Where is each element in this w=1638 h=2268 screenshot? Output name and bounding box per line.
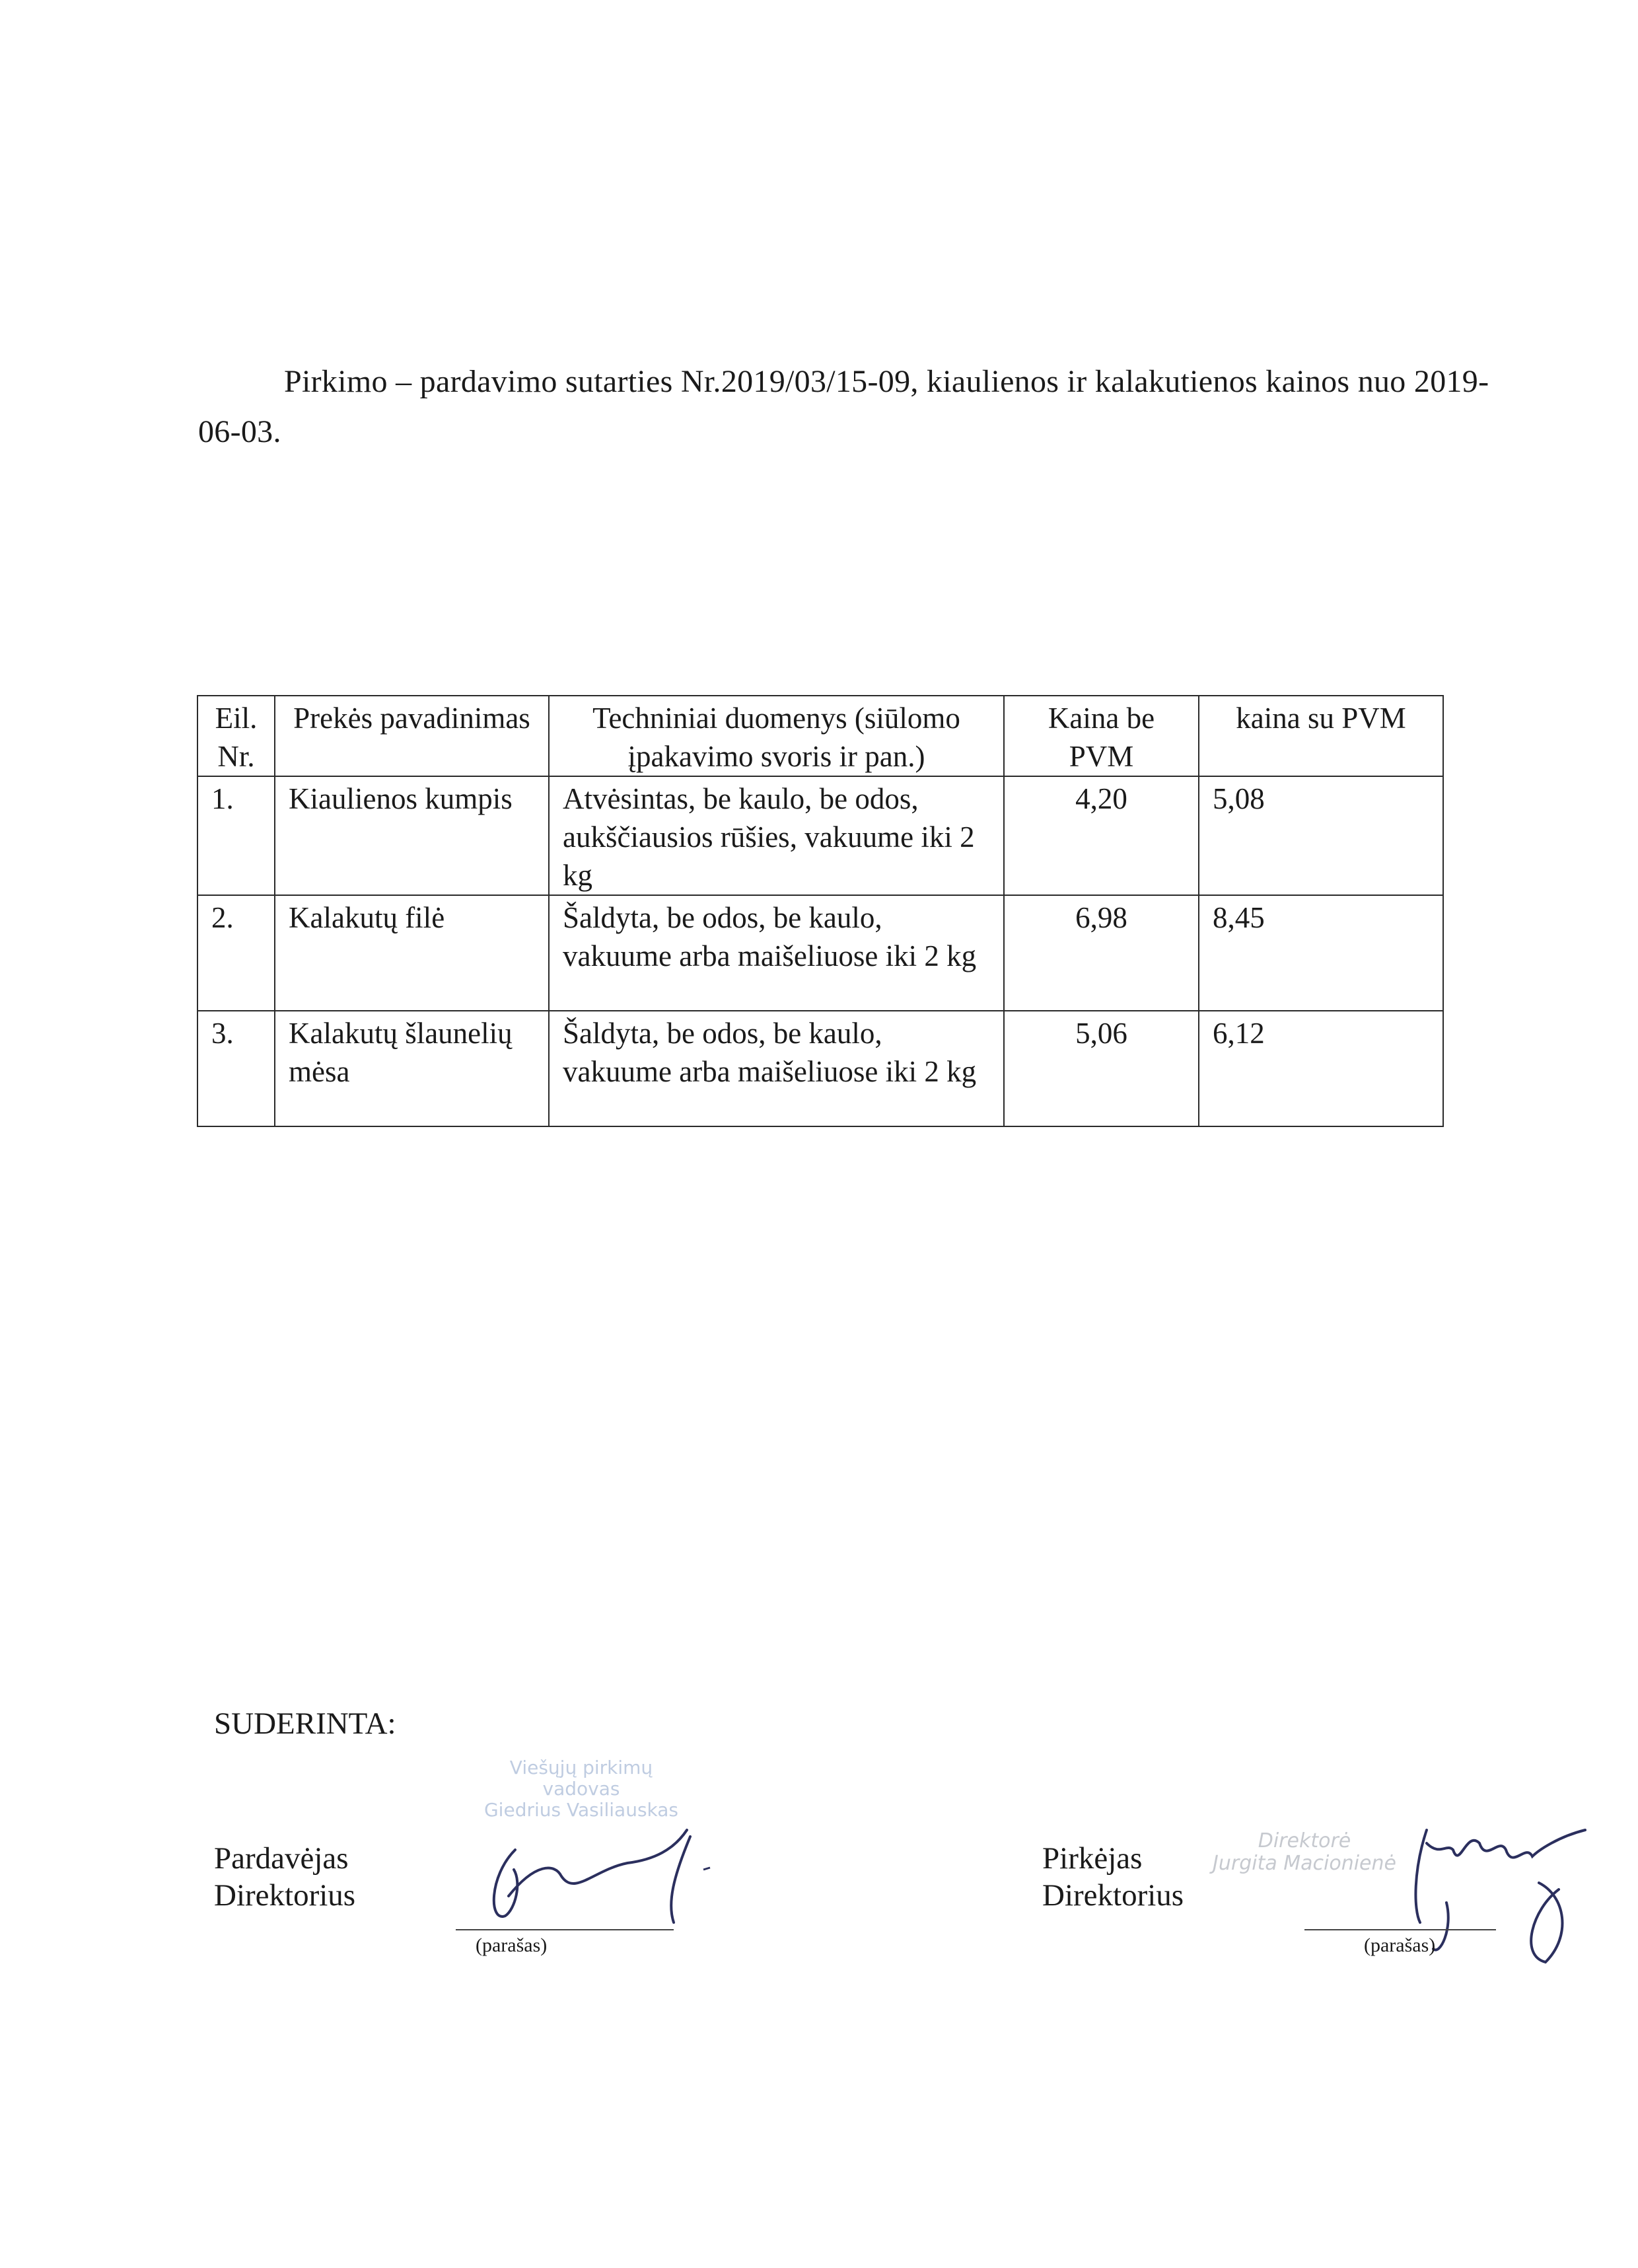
- header-price-no-vat: Kaina be PVM: [1004, 696, 1199, 776]
- header-name: Prekės pavadinimas: [275, 696, 549, 776]
- row-number: 2.: [197, 895, 275, 1011]
- seller-stamp: [456, 1757, 707, 1821]
- seller-role: Pardavėjas: [214, 1841, 349, 1876]
- seller-title: Direktorius: [214, 1878, 356, 1913]
- header-tech: Techniniai duomenys (siūlomo įpakavimo svoris ir pan.): [549, 696, 1004, 776]
- price-with-vat: 6,12: [1199, 1011, 1443, 1126]
- buyer-stamp-line: Direktorė: [1258, 1829, 1351, 1852]
- header-price-vat: kaina su PVM: [1199, 696, 1443, 776]
- table-row: [197, 1011, 1443, 1126]
- approved-label: SUDERINTA:: [214, 1706, 396, 1741]
- seller-stamp-line: Giedrius Vasiliauskas: [483, 1799, 679, 1821]
- buyer-stamp: [1195, 1830, 1413, 1875]
- seller-signature-line: [456, 1929, 674, 1930]
- price-with-vat: 8,45: [1199, 895, 1443, 1011]
- price-table: [197, 695, 1444, 1127]
- row-number: 3.: [197, 1011, 275, 1126]
- table-row: [197, 895, 1443, 1011]
- buyer-stamp-line: Jurgita Macionienė: [1213, 1852, 1396, 1875]
- buyer-title: Direktorius: [1042, 1878, 1184, 1913]
- product-name: Kalakutų filė: [275, 895, 549, 1011]
- row-number: 1.: [197, 776, 275, 895]
- price-with-vat: 5,08: [1199, 776, 1443, 895]
- technical-data: Šaldyta, be odos, be kaulo, vakuume arba maišeliuose iki 2 kg: [549, 895, 1004, 1011]
- price-without-vat: 5,06: [1004, 1011, 1199, 1126]
- product-name: Kalakutų šlaunelių mėsa: [275, 1011, 549, 1126]
- technical-data: Atvėsintas, be kaulo, be odos, aukščiausios rūšies, vakuume iki 2 kg: [549, 776, 1004, 895]
- buyer-role: Pirkėjas: [1042, 1841, 1143, 1876]
- price-without-vat: 6,98: [1004, 895, 1199, 1011]
- header-no: Eil. Nr.: [197, 696, 275, 776]
- intro-paragraph: Pirkimo – pardavimo sutarties Nr.2019/03/15-09, kiaulienos ir kalakutienos kainos nuo 2019-06-03.: [198, 364, 1489, 449]
- seller-signature-caption: (parašas): [476, 1934, 548, 1956]
- buyer-signature-caption: (parašas): [1364, 1934, 1436, 1956]
- seller-stamp-line: vadovas: [542, 1778, 620, 1800]
- table-row: [197, 776, 1443, 895]
- technical-data: Šaldyta, be odos, be kaulo, vakuume arba maišeliuose iki 2 kg: [549, 1011, 1004, 1126]
- price-without-vat: 4,20: [1004, 776, 1199, 895]
- seller-signature-icon: [476, 1823, 727, 1936]
- product-name: Kiaulienos kumpis: [275, 776, 549, 895]
- seller-stamp-line: Viešųjų pirkimų: [509, 1757, 653, 1778]
- buyer-signature-line: [1304, 1929, 1496, 1930]
